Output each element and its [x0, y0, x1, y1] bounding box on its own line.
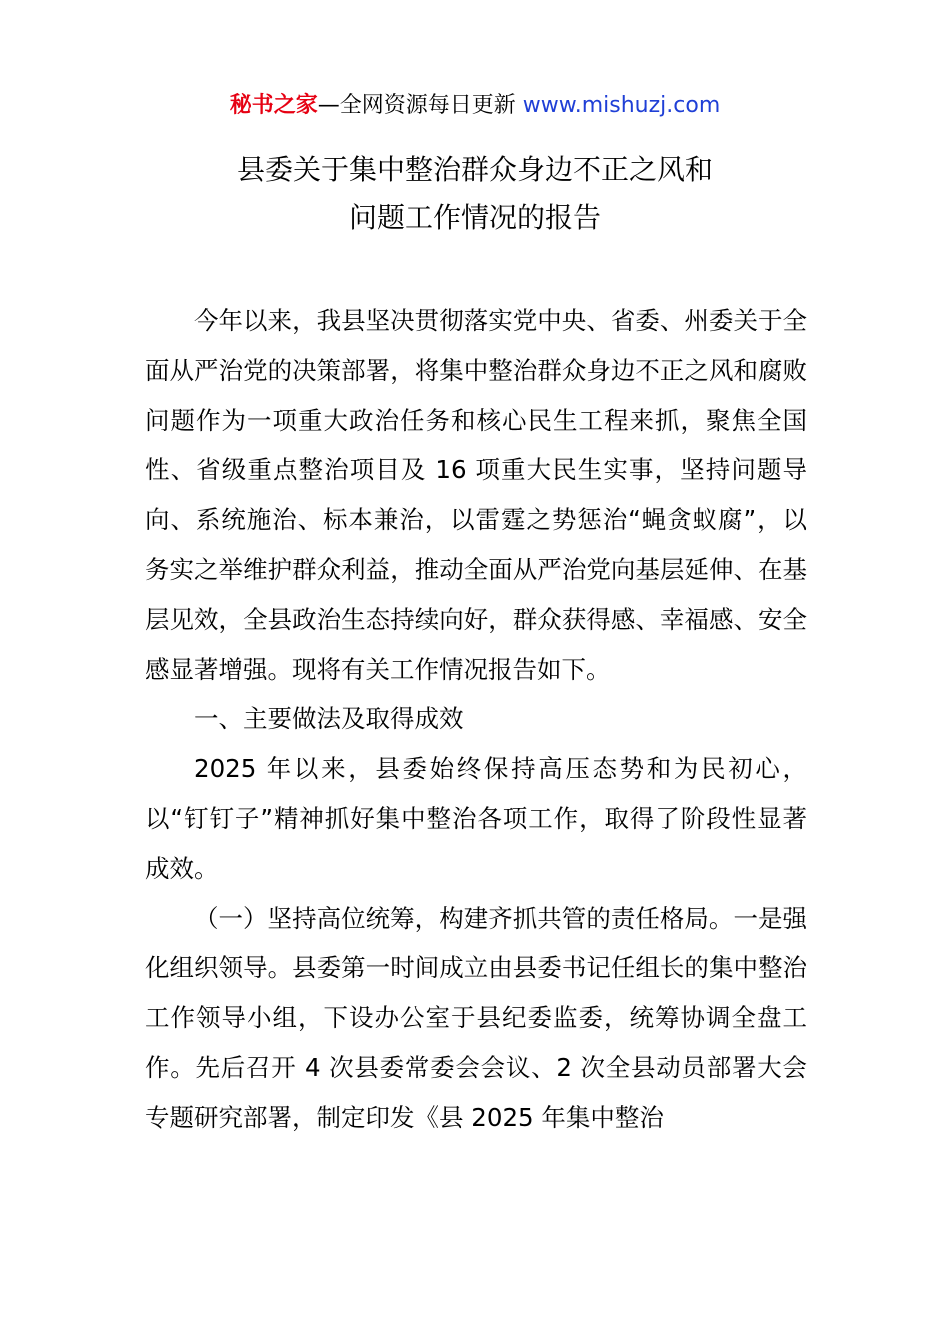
section-heading: 一、主要做法及取得成效 — [194, 704, 464, 734]
header-tagline: —全网资源每日更新 — [317, 93, 523, 118]
document-body — [145, 296, 807, 1143]
subsection-paragraph: （一）坚持高位统筹，构建齐抓共管的责任格局。一是强化组织领导。县委第一时间成立由县委书记任组长的集中整治工作领导小组，下设办公室于县纪委监委，统筹协调全盘工作。先后召开 4 次县委常委会会议、2 次全县动员部署大会专题研究部署，制定印发《县 2025 年集中整治 — [145, 903, 807, 1132]
site-header — [0, 88, 950, 124]
site-url-link[interactable]: www.mishuzj.com — [522, 93, 721, 118]
section-summary-paragraph: 2025 年以来，县委始终保持高压态势和为民初心，以“钉钉子”精神抓好集中整治各项工作，取得了阶段性显著成效。 — [145, 754, 807, 883]
brand-name: 秘书之家 — [229, 93, 318, 118]
title-line-2: 问题工作情况的报告 — [348, 201, 601, 234]
document-title — [0, 146, 950, 242]
intro-paragraph: 今年以来，我县坚决贯彻落实党中央、省委、州委关于全面从严治党的决策部署，将集中整治群众身边不正之风和腐败问题作为一项重大政治任务和核心民生工程来抓，聚焦全国性、省级重点整治项目及 16 项重大民生实事，坚持问题导向、系统施治、标本兼治，以雷霆之势惩治“蝇贪蚁腐”，以务实之举维护群众利益，推动全面从严治党向基层延伸、在基层见效，全县政治生态持续向好，群众获得感、幸福感、安全感显著增强。现将有关工作情况报告如下。 — [145, 306, 807, 684]
title-line-1: 县委关于集中整治群众身边不正之风和 — [236, 153, 713, 186]
